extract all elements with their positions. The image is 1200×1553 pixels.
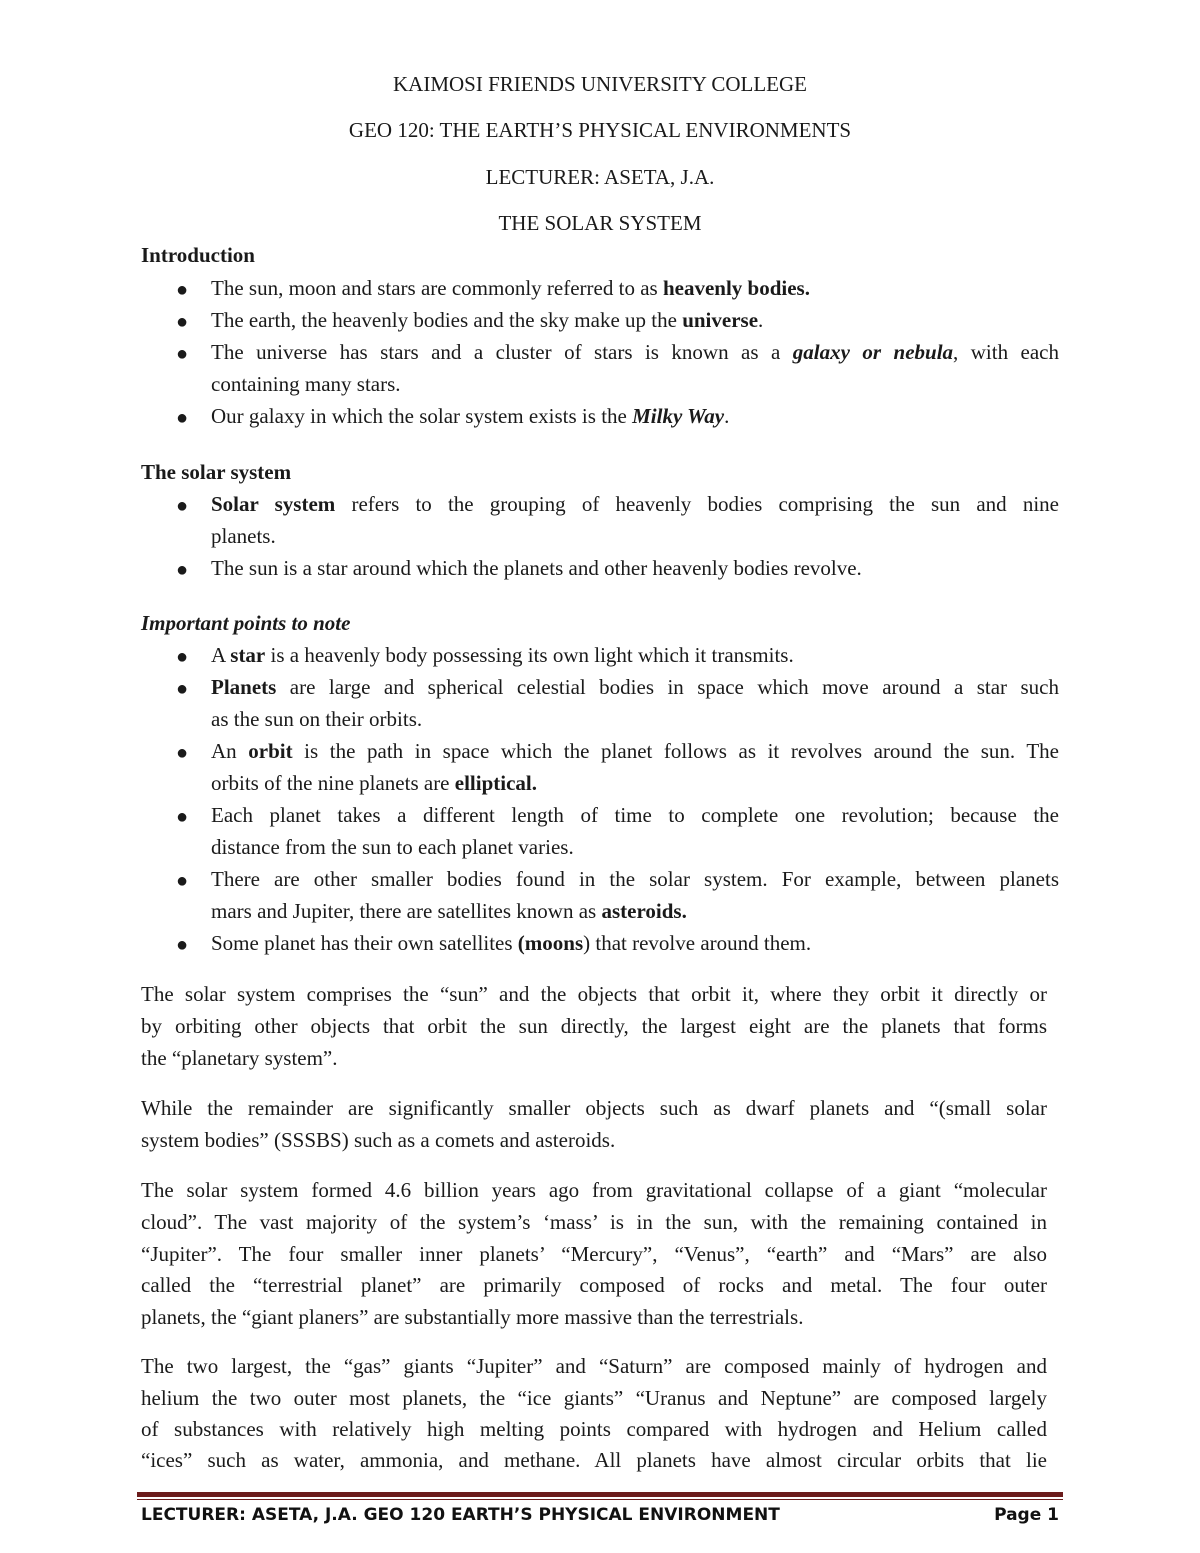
bullet-icon: ● (176, 742, 189, 764)
notes-bullet-4-line-1: Each planet takes a different length of time to complete one revolution; because the (211, 803, 1059, 827)
intro-bullet-4: Our galaxy in which the solar system exists is the Milky Way. (211, 404, 730, 428)
bullet-icon: ● (176, 646, 189, 668)
paragraph-3-line: The solar system formed 4.6 billion years ago from gravitational collapse of a giant “molecular (141, 1178, 1047, 1202)
intro-bullet-1: The sun, moon and stars are commonly referred to as heavenly bodies. (211, 276, 810, 300)
institution-title: KAIMOSI FRIENDS UNIVERSITY COLLEGE (393, 72, 807, 96)
bullet-icon: ● (176, 934, 189, 956)
notes-bullet-4-line-2: distance from the sun to each planet varies. (211, 835, 574, 859)
footer-text: LECTURER: ASETA, J.A. GEO 120 EARTH’S PHYSICAL ENVIRONMENT (141, 1505, 780, 1525)
notes-bullet-3-line-2: orbits of the nine planets are elliptical. (211, 771, 538, 795)
paragraph-3-line: cloud”. The vast majority of the system’s ‘mass’ is in the sun, with the remaining contained in (141, 1210, 1047, 1234)
page-number: Page 1 (994, 1505, 1059, 1525)
paragraph-1-line: by orbiting other objects that orbit the sun directly, the largest eight are the planets that forms (141, 1014, 1047, 1038)
paragraph-1-line: The solar system comprises the “sun” and the objects that orbit it, where they orbit it directly or (141, 982, 1047, 1006)
notes-bullet-6: Some planet has their own satellites (moons) that revolve around them. (211, 931, 812, 955)
section-heading-introduction: Introduction (141, 243, 255, 267)
solar-bullet-2: The sun is a star around which the planets and other heavenly bodies revolve. (211, 556, 862, 580)
paragraph-4-line: “ices” such as water, ammonia, and methane. All planets have almost circular orbits that lie (141, 1448, 1047, 1472)
paragraph-4-line: of substances with relatively high melting points compared with hydrogen and Helium called (141, 1417, 1047, 1441)
notes-bullet-2-line-1: Planets are large and spherical celestial bodies in space which move around a star such (211, 675, 1059, 699)
intro-bullet-3-line-1: The universe has stars and a cluster of stars is known as a galaxy or nebula, with each (211, 340, 1060, 364)
bullet-icon: ● (176, 559, 189, 581)
lecturer-line: LECTURER: ASETA, J.A. (485, 165, 715, 189)
intro-bullet-3-line-2: containing many stars. (211, 372, 401, 396)
bullet-icon: ● (176, 806, 189, 828)
notes-bullet-5-line-1: There are other smaller bodies found in the solar system. For example, between planets (211, 867, 1059, 891)
notes-bullet-1: A star is a heavenly body possessing its own light which it transmits. (211, 643, 794, 667)
solar-bullet-1-line-2: planets. (211, 524, 276, 548)
section-heading-important-points: Important points to note (141, 611, 351, 635)
paragraph-2-line: system bodies” (SSSBS) such as a comets and asteroids. (141, 1128, 616, 1152)
notes-bullet-3-line-1: An orbit is the path in space which the planet follows as it revolves around the sun. The (211, 739, 1059, 763)
paragraph-4-line: helium the two outer most planets, the “ice giants” “Uranus and Neptune” are composed largely (141, 1386, 1047, 1410)
paragraph-2-line: While the remainder are significantly smaller objects such as dwarf planets and “(small solar (141, 1096, 1047, 1120)
paragraph-3-line: “Jupiter”. The four smaller inner planets’ “Mercury”, “Venus”, “earth” and “Mars” are also (141, 1242, 1047, 1266)
topic-title: THE SOLAR SYSTEM (498, 211, 702, 235)
bullet-icon: ● (176, 870, 189, 892)
bullet-icon: ● (176, 407, 189, 429)
bullet-icon: ● (176, 343, 189, 365)
bullet-icon: ● (176, 495, 189, 517)
bullet-icon: ● (176, 279, 189, 301)
bullet-icon: ● (176, 678, 189, 700)
paragraph-1-line: the “planetary system”. (141, 1046, 338, 1070)
notes-bullet-5-line-2: mars and Jupiter, there are satellites known as asteroids. (211, 899, 687, 923)
paragraph-4-line: The two largest, the “gas” giants “Jupiter” and “Saturn” are composed mainly of hydrogen and (141, 1354, 1047, 1378)
intro-bullet-2: The earth, the heavenly bodies and the sky make up the universe. (211, 308, 764, 332)
paragraph-3-line: called the “terrestrial planet” are primarily composed of rocks and metal. The four outer (141, 1273, 1047, 1297)
notes-bullet-2-line-2: as the sun on their orbits. (211, 707, 423, 731)
footer-rule (137, 1492, 1063, 1497)
course-title: GEO 120: THE EARTH’S PHYSICAL ENVIRONMENTS (348, 118, 852, 142)
solar-bullet-1-line-1: Solar system refers to the grouping of heavenly bodies comprising the sun and nine (211, 492, 1059, 516)
section-heading-solar-system: The solar system (141, 460, 292, 484)
bullet-icon: ● (176, 311, 189, 333)
paragraph-3-line: planets, the “giant planers” are substantially more massive than the terrestrials. (141, 1305, 804, 1329)
footer-rule-thin (137, 1499, 1063, 1500)
